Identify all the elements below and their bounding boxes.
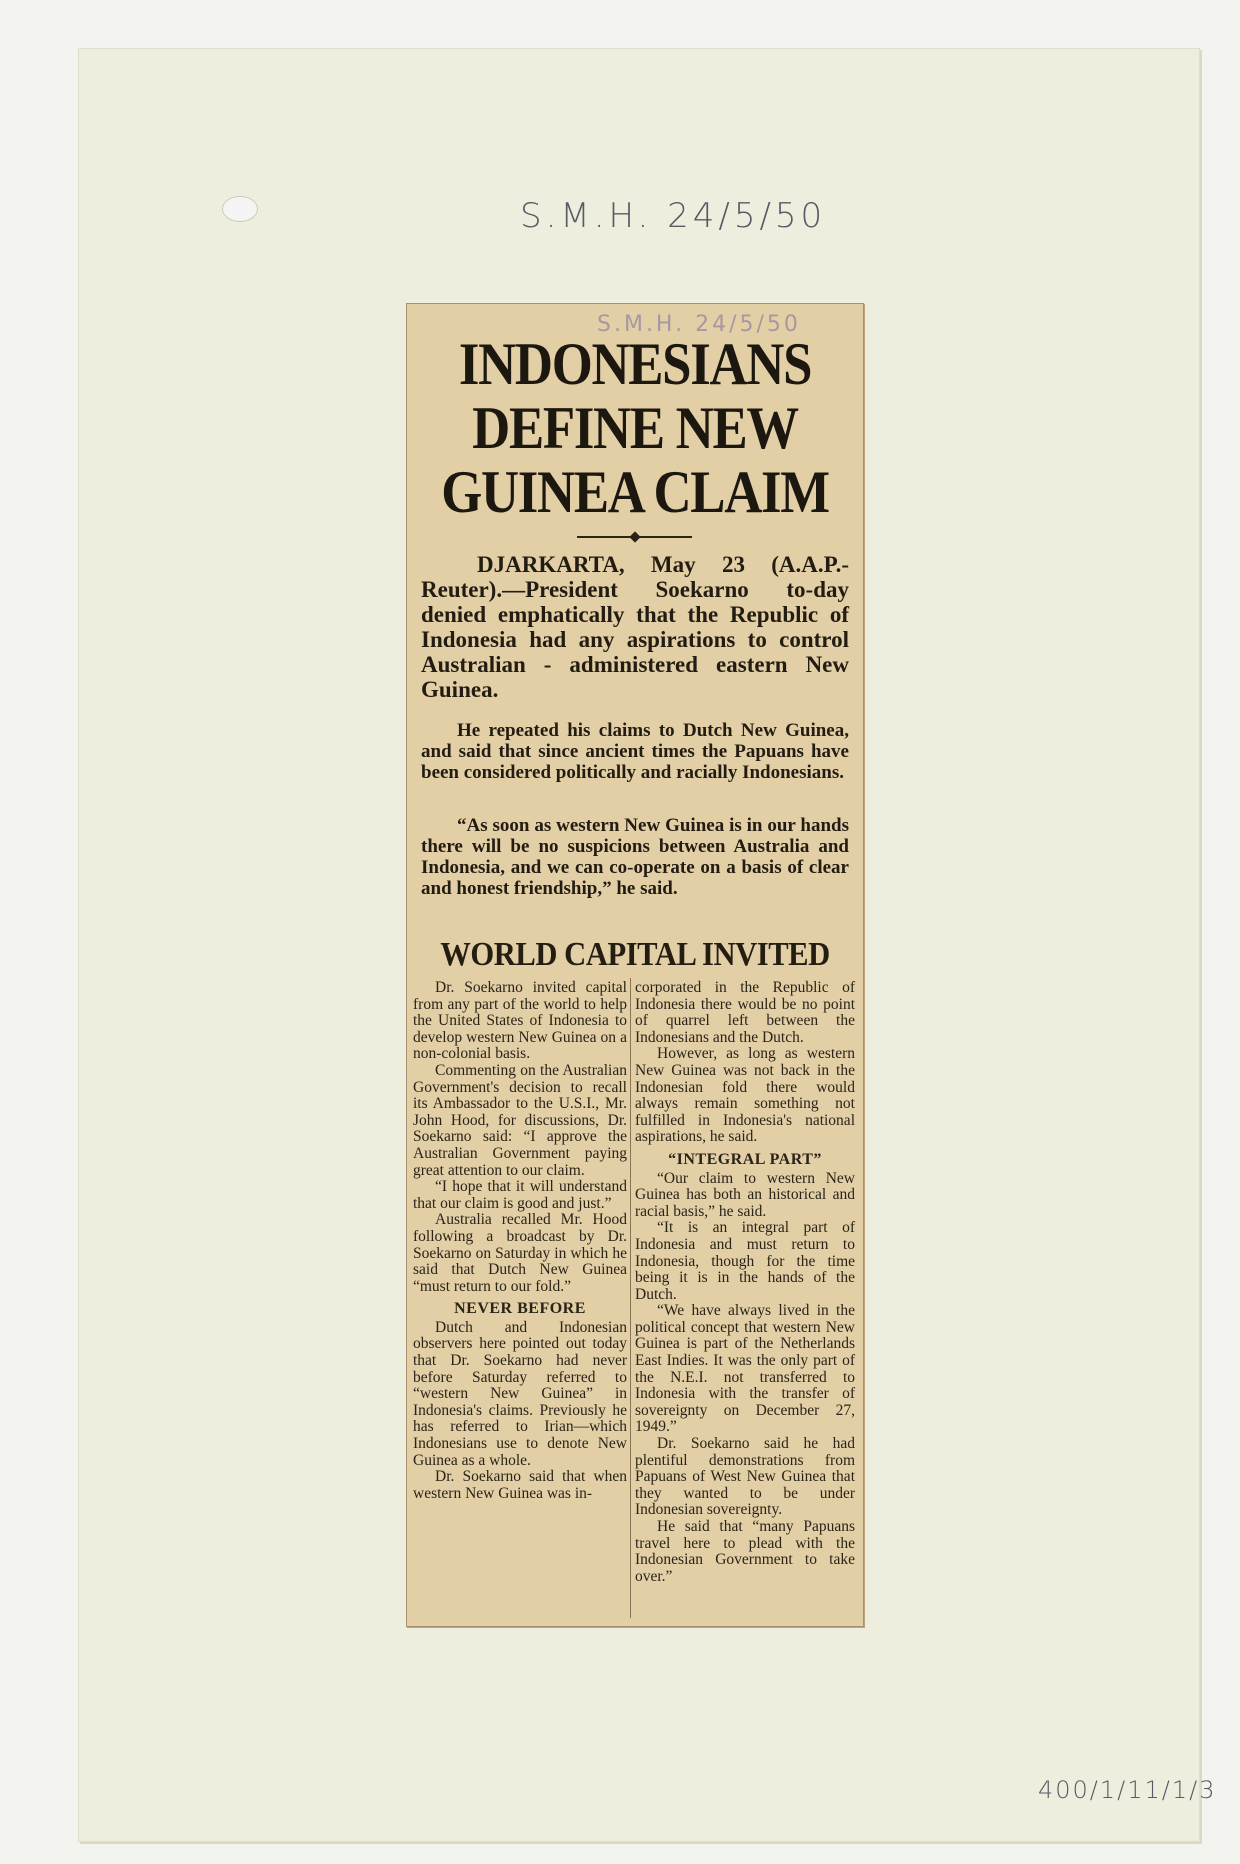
- punch-hole: [222, 196, 258, 222]
- section-heading: “INTEGRAL PART”: [668, 1150, 822, 1168]
- paragraph-text: He repeated his claims to Dutch New Guinea, and said that since ancient times the Papuans have been considered politically and racially Indonesians.: [421, 720, 849, 783]
- paragraph: “I hope that it will understand that our claim is good and just.”: [413, 1178, 627, 1212]
- column-divider: [630, 978, 631, 1618]
- clipping-date-stamp: S.M.H. 24/5/50: [597, 312, 801, 337]
- paragraph: Dr. Soekarno said that when western New Guinea was in-: [413, 1468, 627, 1502]
- section-heading: NEVER BEFORE: [454, 1300, 586, 1318]
- paragraph: He said that “many Papuans travel here to plead with the Indonesian Government to take over.”: [635, 1518, 855, 1585]
- right-column: [635, 980, 855, 1585]
- newspaper-clipping: [406, 303, 864, 1627]
- paragraph: “Our claim to western New Guinea has both an historical and racial basis,” he said.: [635, 1169, 855, 1220]
- headline-rule-ornament: [629, 531, 640, 542]
- left-column: [413, 980, 627, 1502]
- lead-paragraph: [421, 552, 849, 702]
- handwritten-file-number: 400/1/11/1/3: [1038, 1776, 1217, 1804]
- paragraph: Dutch and Indonesian observers here pointed out today that Dr. Soekarno had never before Saturday referred to “western New Guinea” in Indonesia's claims. Previously he has referred to Irian—which Indonesians use to denote New Guinea as a whole.: [413, 1318, 627, 1469]
- lead-text: DJARKARTA, May 23 (A.A.P.-Reuter).—President Soekarno to-day denied emphatically that the Republic of Indonesia had any aspirations to control Australian - administered eastern New Guinea.: [421, 552, 849, 702]
- body-paragraph-1: [421, 720, 849, 783]
- subheading: WORLD CAPITAL INVITED: [440, 936, 830, 973]
- paragraph: corporated in the Republic of Indonesia there would be no point of quarrel left between the Indonesians and the Dutch.: [635, 979, 855, 1046]
- paragraph: However, as long as western New Guinea was not back in the Indonesian fold there would always remain something not fulfilled in Indonesia's national aspirations, he said.: [635, 1045, 855, 1146]
- paragraph: Commenting on the Australian Government's decision to recall its Ambassador to the U.S.I., Mr. John Hood, for discussions, Dr. Soekarno said: “I approve the Australian Government paying great attention to our claim.: [413, 1061, 627, 1179]
- paragraph-text: “As soon as western New Guinea is in our hands there will be no suspicions between Australia and Indonesia, and we can co-operate on a basis of clear and honest friendship,” he said.: [421, 815, 849, 899]
- body-paragraph-2: [421, 815, 849, 899]
- headline: INDONESIANS DEFINE NEW GUINEA CLAIM: [441, 331, 829, 525]
- paragraph: Australia recalled Mr. Hood following a broadcast by Dr. Soekarno on Saturday in which he said that Dutch New Guinea “must return to our fold.”: [413, 1211, 627, 1295]
- paragraph: “It is an integral part of Indonesia and must return to Indonesia, though for the time being it is in the hands of the Dutch.: [635, 1219, 855, 1303]
- paragraph: Dr. Soekarno invited capital from any part of the world to help the United States of Indonesia to develop western New Guinea on a non-colonial basis.: [413, 979, 627, 1063]
- handwritten-source-date: S.M.H. 24/5/50: [520, 196, 827, 236]
- paragraph: “We have always lived in the political concept that western New Guinea is part of the Netherlands East Indies. It was the only part of the N.E.I. not transferred to Indonesia with the transfer of sovereignty on December 27, 1949.”: [635, 1302, 855, 1436]
- paragraph: Dr. Soekarno said he had plentiful demonstrations from Papuans of West New Guinea that they wanted to be under Indonesian sovereignty.: [635, 1435, 855, 1519]
